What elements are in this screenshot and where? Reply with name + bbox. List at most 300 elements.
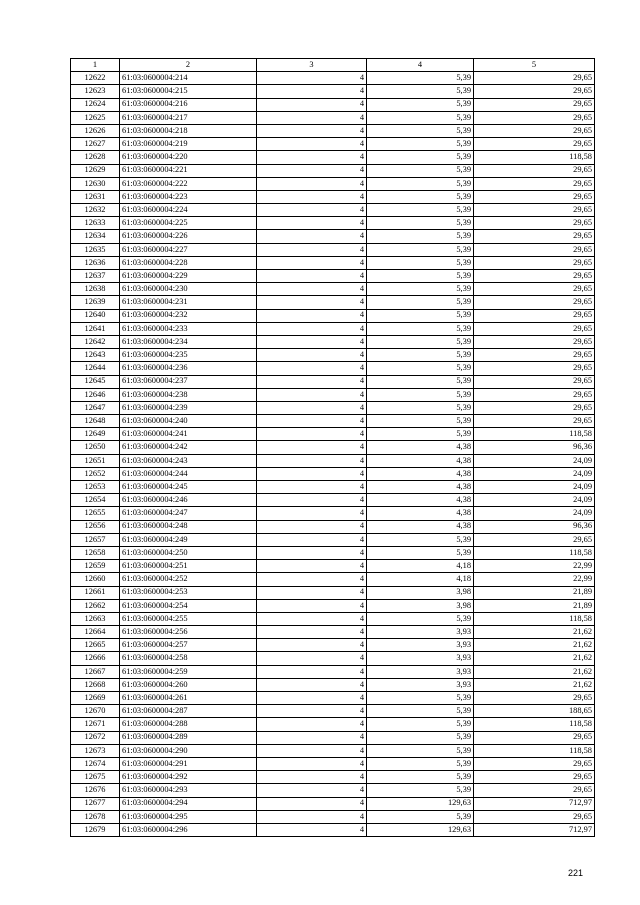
table-row: [71, 204, 595, 217]
value-col-5-cell: 24,09: [474, 467, 595, 480]
value-col-4-cell: 5,39: [367, 375, 474, 388]
cadastral-number-cell: 61:03:0600004:223: [120, 190, 257, 203]
cadastral-number-cell: 61:03:0600004:222: [120, 177, 257, 190]
row-number-cell: 12656: [71, 520, 120, 533]
row-number-cell: 12659: [71, 560, 120, 573]
row-number-cell: 12660: [71, 573, 120, 586]
value-col-5-cell: 29,65: [474, 283, 595, 296]
value-col-4-cell: 3,93: [367, 639, 474, 652]
value-col-4-cell: 129,63: [367, 797, 474, 810]
value-col-4-cell: 5,39: [367, 731, 474, 744]
row-number-cell: 12667: [71, 665, 120, 678]
cadastral-number-cell: 61:03:0600004:228: [120, 256, 257, 269]
table-row: [71, 744, 595, 757]
value-col-5-cell: 96,36: [474, 520, 595, 533]
cadastral-number-cell: 61:03:0600004:251: [120, 560, 257, 573]
value-col-3-cell: 4: [257, 375, 367, 388]
value-col-4-cell: 5,39: [367, 784, 474, 797]
table-row: [71, 428, 595, 441]
value-col-4-cell: 5,39: [367, 362, 474, 375]
row-number-cell: 12679: [71, 823, 120, 836]
value-col-4-cell: 5,39: [367, 230, 474, 243]
row-number-cell: 12653: [71, 481, 120, 494]
table-row: [71, 823, 595, 836]
value-col-5-cell: 29,65: [474, 164, 595, 177]
row-number-cell: 12638: [71, 283, 120, 296]
cadastral-number-cell: 61:03:0600004:239: [120, 401, 257, 414]
value-col-4-cell: 3,98: [367, 599, 474, 612]
cadastral-number-cell: 61:03:0600004:226: [120, 230, 257, 243]
value-col-4-cell: 5,39: [367, 256, 474, 269]
value-col-5-cell: 29,65: [474, 692, 595, 705]
value-col-5-cell: 29,65: [474, 309, 595, 322]
table-row: [71, 586, 595, 599]
value-col-5-cell: 21,62: [474, 626, 595, 639]
data-table: [70, 58, 595, 837]
value-col-5-cell: 29,65: [474, 771, 595, 784]
cadastral-number-cell: 61:03:0600004:295: [120, 810, 257, 823]
value-col-3-cell: 4: [257, 586, 367, 599]
column-header-4: 4: [367, 59, 474, 72]
row-number-cell: 12663: [71, 612, 120, 625]
value-col-4-cell: 4,38: [367, 481, 474, 494]
value-col-4-cell: 3,93: [367, 626, 474, 639]
table-row: [71, 652, 595, 665]
cadastral-number-cell: 61:03:0600004:244: [120, 467, 257, 480]
value-col-5-cell: 21,62: [474, 678, 595, 691]
value-col-5-cell: 118,58: [474, 744, 595, 757]
column-header-2: 2: [120, 59, 257, 72]
value-col-3-cell: 4: [257, 546, 367, 559]
value-col-3-cell: 4: [257, 138, 367, 151]
value-col-3-cell: 4: [257, 322, 367, 335]
table-body: [71, 72, 595, 837]
row-number-cell: 12632: [71, 204, 120, 217]
row-number-cell: 12666: [71, 652, 120, 665]
table-row: [71, 190, 595, 203]
row-number-cell: 12665: [71, 639, 120, 652]
value-col-3-cell: 4: [257, 652, 367, 665]
value-col-5-cell: 188,65: [474, 705, 595, 718]
value-col-4-cell: 4,18: [367, 573, 474, 586]
value-col-4-cell: 5,39: [367, 692, 474, 705]
value-col-5-cell: 96,36: [474, 441, 595, 454]
table-row: [71, 217, 595, 230]
row-number-cell: 12644: [71, 362, 120, 375]
table-row: [71, 362, 595, 375]
table-row: [71, 797, 595, 810]
value-col-4-cell: 5,39: [367, 810, 474, 823]
page-number: 221: [567, 868, 583, 878]
table-row: [71, 401, 595, 414]
row-number-cell: 12630: [71, 177, 120, 190]
value-col-5-cell: 118,58: [474, 718, 595, 731]
table-row: [71, 230, 595, 243]
row-number-cell: 12670: [71, 705, 120, 718]
value-col-3-cell: 4: [257, 520, 367, 533]
table-row: [71, 283, 595, 296]
value-col-4-cell: 5,39: [367, 546, 474, 559]
row-number-cell: 12674: [71, 757, 120, 770]
cadastral-number-cell: 61:03:0600004:214: [120, 72, 257, 85]
value-col-5-cell: 118,58: [474, 151, 595, 164]
cadastral-number-cell: 61:03:0600004:224: [120, 204, 257, 217]
row-number-cell: 12623: [71, 85, 120, 98]
value-col-4-cell: 5,39: [367, 217, 474, 230]
value-col-4-cell: 5,39: [367, 335, 474, 348]
value-col-4-cell: 5,39: [367, 151, 474, 164]
value-col-5-cell: 21,62: [474, 652, 595, 665]
value-col-3-cell: 4: [257, 164, 367, 177]
value-col-3-cell: 4: [257, 823, 367, 836]
value-col-3-cell: 4: [257, 599, 367, 612]
value-col-3-cell: 4: [257, 415, 367, 428]
value-col-5-cell: 118,58: [474, 428, 595, 441]
cadastral-number-cell: 61:03:0600004:241: [120, 428, 257, 441]
value-col-4-cell: 5,39: [367, 428, 474, 441]
value-col-3-cell: 4: [257, 111, 367, 124]
value-col-4-cell: 129,63: [367, 823, 474, 836]
value-col-3-cell: 4: [257, 72, 367, 85]
value-col-4-cell: 5,39: [367, 349, 474, 362]
row-number-cell: 12647: [71, 401, 120, 414]
table-row: [71, 164, 595, 177]
value-col-5-cell: 29,65: [474, 362, 595, 375]
row-number-cell: 12675: [71, 771, 120, 784]
value-col-5-cell: 712,97: [474, 823, 595, 836]
value-col-3-cell: 4: [257, 718, 367, 731]
cadastral-number-cell: 61:03:0600004:227: [120, 243, 257, 256]
cadastral-number-cell: 61:03:0600004:255: [120, 612, 257, 625]
value-col-3-cell: 4: [257, 467, 367, 480]
table-row: [71, 335, 595, 348]
value-col-3-cell: 4: [257, 177, 367, 190]
value-col-5-cell: 29,65: [474, 190, 595, 203]
row-number-cell: 12678: [71, 810, 120, 823]
value-col-5-cell: 24,09: [474, 481, 595, 494]
value-col-4-cell: 3,93: [367, 665, 474, 678]
table-row: [71, 151, 595, 164]
cadastral-number-cell: 61:03:0600004:254: [120, 599, 257, 612]
value-col-5-cell: 22,99: [474, 560, 595, 573]
value-col-4-cell: 5,39: [367, 72, 474, 85]
value-col-5-cell: 29,65: [474, 415, 595, 428]
cadastral-number-cell: 61:03:0600004:257: [120, 639, 257, 652]
table-row: [71, 270, 595, 283]
table-row: [71, 415, 595, 428]
row-number-cell: 12631: [71, 190, 120, 203]
value-col-4-cell: 4,38: [367, 467, 474, 480]
value-col-3-cell: 4: [257, 270, 367, 283]
table-row: [71, 454, 595, 467]
row-number-cell: 12641: [71, 322, 120, 335]
value-col-5-cell: 29,65: [474, 731, 595, 744]
value-col-3-cell: 4: [257, 678, 367, 691]
value-col-5-cell: 29,65: [474, 256, 595, 269]
cadastral-number-cell: 61:03:0600004:229: [120, 270, 257, 283]
cadastral-number-cell: 61:03:0600004:246: [120, 494, 257, 507]
table-row: [71, 388, 595, 401]
cadastral-number-cell: 61:03:0600004:225: [120, 217, 257, 230]
cadastral-number-cell: 61:03:0600004:240: [120, 415, 257, 428]
value-col-3-cell: 4: [257, 533, 367, 546]
value-col-4-cell: 5,39: [367, 124, 474, 137]
value-col-5-cell: 29,65: [474, 533, 595, 546]
row-number-cell: 12637: [71, 270, 120, 283]
value-col-5-cell: 24,09: [474, 454, 595, 467]
table-row: [71, 810, 595, 823]
value-col-5-cell: 118,58: [474, 612, 595, 625]
value-col-3-cell: 4: [257, 797, 367, 810]
row-number-cell: 12624: [71, 98, 120, 111]
value-col-5-cell: 29,65: [474, 810, 595, 823]
cadastral-number-cell: 61:03:0600004:292: [120, 771, 257, 784]
row-number-cell: 12652: [71, 467, 120, 480]
value-col-4-cell: 5,39: [367, 744, 474, 757]
cadastral-number-cell: 61:03:0600004:235: [120, 349, 257, 362]
value-col-4-cell: 5,39: [367, 612, 474, 625]
row-number-cell: 12629: [71, 164, 120, 177]
value-col-3-cell: 4: [257, 639, 367, 652]
table-row: [71, 678, 595, 691]
table-row: [71, 98, 595, 111]
value-col-5-cell: 29,65: [474, 124, 595, 137]
cadastral-number-cell: 61:03:0600004:293: [120, 784, 257, 797]
cadastral-number-cell: 61:03:0600004:261: [120, 692, 257, 705]
column-header-3: 3: [257, 59, 367, 72]
row-number-cell: 12645: [71, 375, 120, 388]
cadastral-number-cell: 61:03:0600004:290: [120, 744, 257, 757]
table-row: [71, 692, 595, 705]
cadastral-number-cell: 61:03:0600004:288: [120, 718, 257, 731]
value-col-3-cell: 4: [257, 388, 367, 401]
cadastral-number-cell: 61:03:0600004:230: [120, 283, 257, 296]
row-number-cell: 12672: [71, 731, 120, 744]
cadastral-number-cell: 61:03:0600004:252: [120, 573, 257, 586]
value-col-3-cell: 4: [257, 296, 367, 309]
value-col-5-cell: 29,65: [474, 270, 595, 283]
table-row: [71, 784, 595, 797]
value-col-5-cell: 29,65: [474, 230, 595, 243]
row-number-cell: 12669: [71, 692, 120, 705]
value-col-3-cell: 4: [257, 560, 367, 573]
value-col-4-cell: 5,39: [367, 415, 474, 428]
table-row: [71, 731, 595, 744]
value-col-5-cell: 29,65: [474, 401, 595, 414]
value-col-4-cell: 5,39: [367, 401, 474, 414]
value-col-3-cell: 4: [257, 665, 367, 678]
row-number-cell: 12651: [71, 454, 120, 467]
table-row: [71, 322, 595, 335]
row-number-cell: 12657: [71, 533, 120, 546]
table-row: [71, 138, 595, 151]
value-col-3-cell: 4: [257, 362, 367, 375]
value-col-3-cell: 4: [257, 256, 367, 269]
table-row: [71, 296, 595, 309]
value-col-5-cell: 21,89: [474, 586, 595, 599]
table-row: [71, 481, 595, 494]
value-col-4-cell: 5,39: [367, 718, 474, 731]
value-col-4-cell: 5,39: [367, 283, 474, 296]
value-col-3-cell: 4: [257, 243, 367, 256]
row-number-cell: 12625: [71, 111, 120, 124]
table-row: [71, 771, 595, 784]
value-col-3-cell: 4: [257, 85, 367, 98]
table-row: [71, 520, 595, 533]
value-col-3-cell: 4: [257, 401, 367, 414]
cadastral-number-cell: 61:03:0600004:250: [120, 546, 257, 559]
value-col-3-cell: 4: [257, 349, 367, 362]
value-col-4-cell: 3,93: [367, 678, 474, 691]
cadastral-number-cell: 61:03:0600004:231: [120, 296, 257, 309]
cadastral-number-cell: 61:03:0600004:218: [120, 124, 257, 137]
cadastral-number-cell: 61:03:0600004:287: [120, 705, 257, 718]
row-number-cell: 12677: [71, 797, 120, 810]
cadastral-number-cell: 61:03:0600004:294: [120, 797, 257, 810]
cadastral-number-cell: 61:03:0600004:248: [120, 520, 257, 533]
value-col-4-cell: 5,39: [367, 111, 474, 124]
row-number-cell: 12661: [71, 586, 120, 599]
table-row: [71, 85, 595, 98]
value-col-3-cell: 4: [257, 283, 367, 296]
row-number-cell: 12664: [71, 626, 120, 639]
cadastral-number-cell: 61:03:0600004:260: [120, 678, 257, 691]
cadastral-number-cell: 61:03:0600004:249: [120, 533, 257, 546]
value-col-5-cell: 29,65: [474, 72, 595, 85]
value-col-4-cell: 5,39: [367, 177, 474, 190]
row-number-cell: 12628: [71, 151, 120, 164]
value-col-5-cell: 24,09: [474, 507, 595, 520]
value-col-3-cell: 4: [257, 784, 367, 797]
cadastral-number-cell: 61:03:0600004:233: [120, 322, 257, 335]
value-col-4-cell: 5,39: [367, 190, 474, 203]
table-row: [71, 757, 595, 770]
value-col-4-cell: 4,38: [367, 507, 474, 520]
cadastral-number-cell: 61:03:0600004:217: [120, 111, 257, 124]
value-col-4-cell: 3,93: [367, 652, 474, 665]
value-col-5-cell: 118,58: [474, 546, 595, 559]
value-col-4-cell: 3,98: [367, 586, 474, 599]
value-col-5-cell: 29,65: [474, 177, 595, 190]
row-number-cell: 12633: [71, 217, 120, 230]
value-col-5-cell: 29,65: [474, 375, 595, 388]
value-col-5-cell: 21,89: [474, 599, 595, 612]
value-col-4-cell: 4,38: [367, 441, 474, 454]
value-col-5-cell: 29,65: [474, 296, 595, 309]
cadastral-number-cell: 61:03:0600004:237: [120, 375, 257, 388]
value-col-4-cell: 4,38: [367, 520, 474, 533]
value-col-4-cell: 4,18: [367, 560, 474, 573]
cadastral-number-cell: 61:03:0600004:253: [120, 586, 257, 599]
value-col-4-cell: 5,39: [367, 322, 474, 335]
value-col-4-cell: 5,39: [367, 705, 474, 718]
table-row: [71, 72, 595, 85]
value-col-4-cell: 5,39: [367, 138, 474, 151]
row-number-cell: 12642: [71, 335, 120, 348]
value-col-5-cell: 29,65: [474, 111, 595, 124]
value-col-3-cell: 4: [257, 612, 367, 625]
row-number-cell: 12676: [71, 784, 120, 797]
value-col-4-cell: 5,39: [367, 98, 474, 111]
value-col-3-cell: 4: [257, 335, 367, 348]
value-col-5-cell: 22,99: [474, 573, 595, 586]
row-number-cell: 12627: [71, 138, 120, 151]
value-col-4-cell: 4,38: [367, 494, 474, 507]
value-col-5-cell: 21,62: [474, 665, 595, 678]
cadastral-number-cell: 61:03:0600004:238: [120, 388, 257, 401]
table-row: [71, 349, 595, 362]
cadastral-number-cell: 61:03:0600004:247: [120, 507, 257, 520]
value-col-5-cell: 29,65: [474, 243, 595, 256]
value-col-5-cell: 29,65: [474, 784, 595, 797]
cadastral-number-cell: 61:03:0600004:216: [120, 98, 257, 111]
table-row: [71, 573, 595, 586]
column-header-1: 1: [71, 59, 120, 72]
table-row: [71, 718, 595, 731]
row-number-cell: 12650: [71, 441, 120, 454]
cadastral-number-cell: 61:03:0600004:242: [120, 441, 257, 454]
value-col-3-cell: 4: [257, 441, 367, 454]
cadastral-number-cell: 61:03:0600004:221: [120, 164, 257, 177]
value-col-3-cell: 4: [257, 481, 367, 494]
row-number-cell: 12626: [71, 124, 120, 137]
value-col-3-cell: 4: [257, 204, 367, 217]
value-col-3-cell: 4: [257, 692, 367, 705]
value-col-3-cell: 4: [257, 705, 367, 718]
value-col-5-cell: 29,65: [474, 335, 595, 348]
value-col-3-cell: 4: [257, 309, 367, 322]
row-number-cell: 12635: [71, 243, 120, 256]
value-col-4-cell: 5,39: [367, 388, 474, 401]
value-col-3-cell: 4: [257, 190, 367, 203]
value-col-4-cell: 4,38: [367, 454, 474, 467]
value-col-4-cell: 5,39: [367, 164, 474, 177]
value-col-3-cell: 4: [257, 428, 367, 441]
table-row: [71, 124, 595, 137]
value-col-3-cell: 4: [257, 124, 367, 137]
cadastral-number-cell: 61:03:0600004:296: [120, 823, 257, 836]
value-col-3-cell: 4: [257, 771, 367, 784]
value-col-5-cell: 24,09: [474, 494, 595, 507]
value-col-3-cell: 4: [257, 217, 367, 230]
value-col-5-cell: 29,65: [474, 85, 595, 98]
value-col-5-cell: 29,65: [474, 217, 595, 230]
row-number-cell: 12654: [71, 494, 120, 507]
value-col-4-cell: 5,39: [367, 533, 474, 546]
table-row: [71, 546, 595, 559]
value-col-5-cell: 29,65: [474, 757, 595, 770]
cadastral-number-cell: 61:03:0600004:258: [120, 652, 257, 665]
value-col-4-cell: 5,39: [367, 85, 474, 98]
cadastral-number-cell: 61:03:0600004:236: [120, 362, 257, 375]
value-col-4-cell: 5,39: [367, 309, 474, 322]
value-col-3-cell: 4: [257, 731, 367, 744]
cadastral-number-cell: 61:03:0600004:256: [120, 626, 257, 639]
table-row: [71, 243, 595, 256]
cadastral-number-cell: 61:03:0600004:219: [120, 138, 257, 151]
table-row: [71, 177, 595, 190]
value-col-3-cell: 4: [257, 744, 367, 757]
row-number-cell: 12662: [71, 599, 120, 612]
table-row: [71, 626, 595, 639]
row-number-cell: 12634: [71, 230, 120, 243]
value-col-3-cell: 4: [257, 626, 367, 639]
value-col-4-cell: 5,39: [367, 204, 474, 217]
table-row: [71, 309, 595, 322]
value-col-5-cell: 712,97: [474, 797, 595, 810]
value-col-3-cell: 4: [257, 573, 367, 586]
row-number-cell: 12646: [71, 388, 120, 401]
